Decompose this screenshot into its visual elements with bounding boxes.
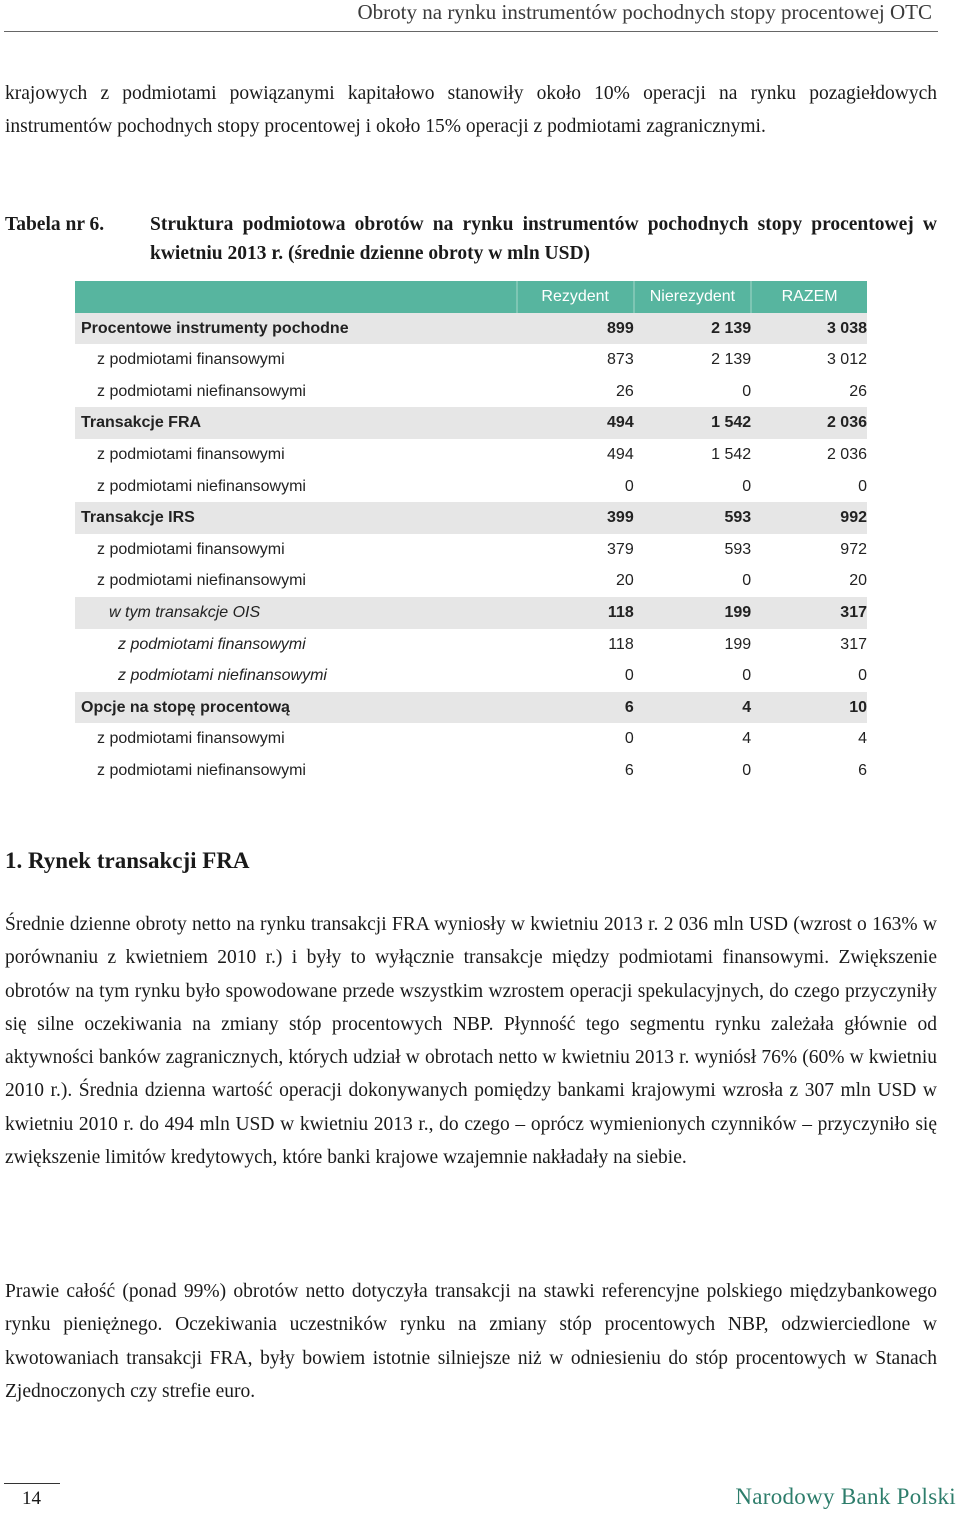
table-header-blank [75,281,517,313]
table-row [75,376,867,408]
cell-rezydent: 379 [607,540,634,558]
cell-rezydent: 0 [624,667,634,685]
cell-nierezydent: 0 [742,382,752,400]
intro-paragraph: krajowych z podmiotami powiązanymi kapitałowo stanowiły około 10% operacji na rynku pozagiełdowych instrumentów pochodnych stopy procentowej i około 15% operacji z podmiotami zagranicznymi. [5,83,937,138]
cell-razem: 992 [751,502,867,534]
data-table [75,281,867,787]
cell-razem: 2 036 [826,445,867,463]
row-label: z podmiotami niefinansowymi [118,667,327,685]
row-label: Procentowe instrumenty pochodne [75,313,517,345]
header-title: Obroty na rynku instrumentów pochodnych stopy procentowej OTC [357,0,932,24]
cell-nierezydent: 4 [742,730,752,748]
table-row [75,565,867,597]
section-heading: 1. Rynek transakcji FRA [5,848,250,873]
page-number: 14 [22,1488,41,1509]
cell-rezydent: 20 [615,572,634,590]
cell-rezydent: 6 [517,692,634,724]
row-label: z podmiotami finansowymi [97,445,285,463]
table-row [75,629,867,661]
table-row [75,344,867,376]
cell-rezydent: 494 [517,407,634,439]
cell-rezydent: 873 [607,351,634,369]
cell-nierezydent: 0 [742,572,752,590]
cell-rezydent: 118 [608,635,634,653]
table-row [75,755,867,787]
cell-razem: 3 038 [751,313,867,345]
cell-razem: 20 [849,572,867,590]
table-row [75,439,867,471]
table-row [75,502,867,534]
cell-nierezydent: 593 [724,540,752,558]
footer-divider [4,1483,60,1484]
row-label: z podmiotami niefinansowymi [97,761,306,779]
cell-rezydent: 26 [615,382,634,400]
cell-razem: 317 [751,597,867,629]
cell-nierezydent: 2 139 [711,351,752,369]
cell-nierezydent: 0 [742,761,752,779]
row-label: z podmiotami niefinansowymi [97,382,306,400]
column-header-rezydent: Rezydent [517,281,634,313]
cell-razem: 972 [840,540,867,558]
row-label: z podmiotami finansowymi [97,540,285,558]
row-label: z podmiotami finansowymi [97,351,285,369]
cell-razem: 6 [858,761,867,779]
cell-rezydent: 899 [517,313,634,345]
cell-nierezydent: 199 [724,635,752,653]
section-paragraph-1: Średnie dzienne obroty netto na rynku transakcji FRA wyniosły w kwietniu 2013 r. 2 036 mln USD (wzrost o 163% w porównaniu z kwietniem 2010 r.) i były to wyłącznie transakcje między podmiotami finansowymi. Zwiększenie obrotów na tym rynku było spowodowane przede wszystkim wzrostem operacji spekulacyjnych, do czego przyczyniły się silne oczekiwania na zmiany stóp procentowych NBP. Płynność tego segmentu rynku zależała głównie od aktywności banków zagranicznych, których udział w obrotach netto w kwietniu 2013 r. wyniósł 76% (60% w kwietniu 2010 r.). Średnia dzienna wartość operacji dokonywanych pomiędzy bankami krajowymi wzrosła z 307 mln USD w kwietniu 2010 r. do 494 mln USD w kwietniu 2013 r., do czego – oprócz wymienionych czynników – przyczyniło się zwiększenie limitów kredytowych, które banki krajowe wzajemnie nakładały na siebie. [5,914,937,1169]
cell-razem: 0 [858,667,867,685]
cell-razem: 2 036 [751,407,867,439]
table-row [75,660,867,692]
section-paragraph-2: Prawie całość (ponad 99%) obrotów netto dotyczyła transakcji na stawki referencyjne polskiego międzybankowego rynku pieniężnego. Oczekiwania uczestników rynku na zmiany stóp procentowych NBP, odzwierciedlone w kwotowaniach transakcji FRA, były bowiem istotnie silniejsze niż w odniesieniu do stóp procentowych w Stanach Zjednoczonych czy strefie euro. [5,1281,937,1402]
table-caption-label: Tabela nr 6. [5,214,105,235]
cell-razem: 3 012 [826,351,867,369]
page-header [0,0,960,32]
row-label: z podmiotami niefinansowymi [97,572,306,590]
cell-nierezydent: 1 542 [711,445,752,463]
cell-nierezydent: 1 542 [634,407,751,439]
row-label: z podmiotami finansowymi [118,635,306,653]
table-row [75,723,867,755]
cell-rezydent: 0 [624,730,634,748]
cell-nierezydent: 4 [634,692,751,724]
table-row [75,407,867,439]
cell-razem: 0 [858,477,867,495]
table-row [75,692,867,724]
cell-razem: 4 [858,730,867,748]
table-caption-text: Struktura podmiotowa obrotów na rynku instrumentów pochodnych stopy procentowej w kwietniu 2013 r. (średnie dzienne obroty w mln USD) [150,214,937,264]
row-label: Transakcje FRA [75,407,517,439]
cell-rezydent: 0 [624,477,634,495]
cell-nierezydent: 0 [742,667,752,685]
cell-rezydent: 118 [517,597,634,629]
table-row [75,313,867,345]
column-header-nierezydent: Nierezydent [634,281,751,313]
cell-razem: 317 [840,635,867,653]
cell-nierezydent: 0 [742,477,752,495]
table-row [75,471,867,503]
table-row [75,597,867,629]
row-label: Opcje na stopę procentową [75,692,517,724]
cell-razem: 26 [849,382,867,400]
column-header-razem: RAZEM [751,281,867,313]
cell-rezydent: 494 [607,445,634,463]
cell-nierezydent: 199 [634,597,751,629]
row-label: z podmiotami niefinansowymi [97,477,306,495]
row-label: Transakcje IRS [75,502,517,534]
table-row [75,534,867,566]
table-header-row [75,281,867,313]
nbp-logo: Narodowy Bank Polski [735,1484,956,1509]
cell-rezydent: 6 [624,761,634,779]
row-label: w tym transakcje OIS [75,597,517,629]
cell-nierezydent: 593 [634,502,751,534]
header-divider [4,31,938,32]
cell-razem: 10 [751,692,867,724]
cell-nierezydent: 2 139 [634,313,751,345]
cell-rezydent: 399 [517,502,634,534]
row-label: z podmiotami finansowymi [97,730,285,748]
